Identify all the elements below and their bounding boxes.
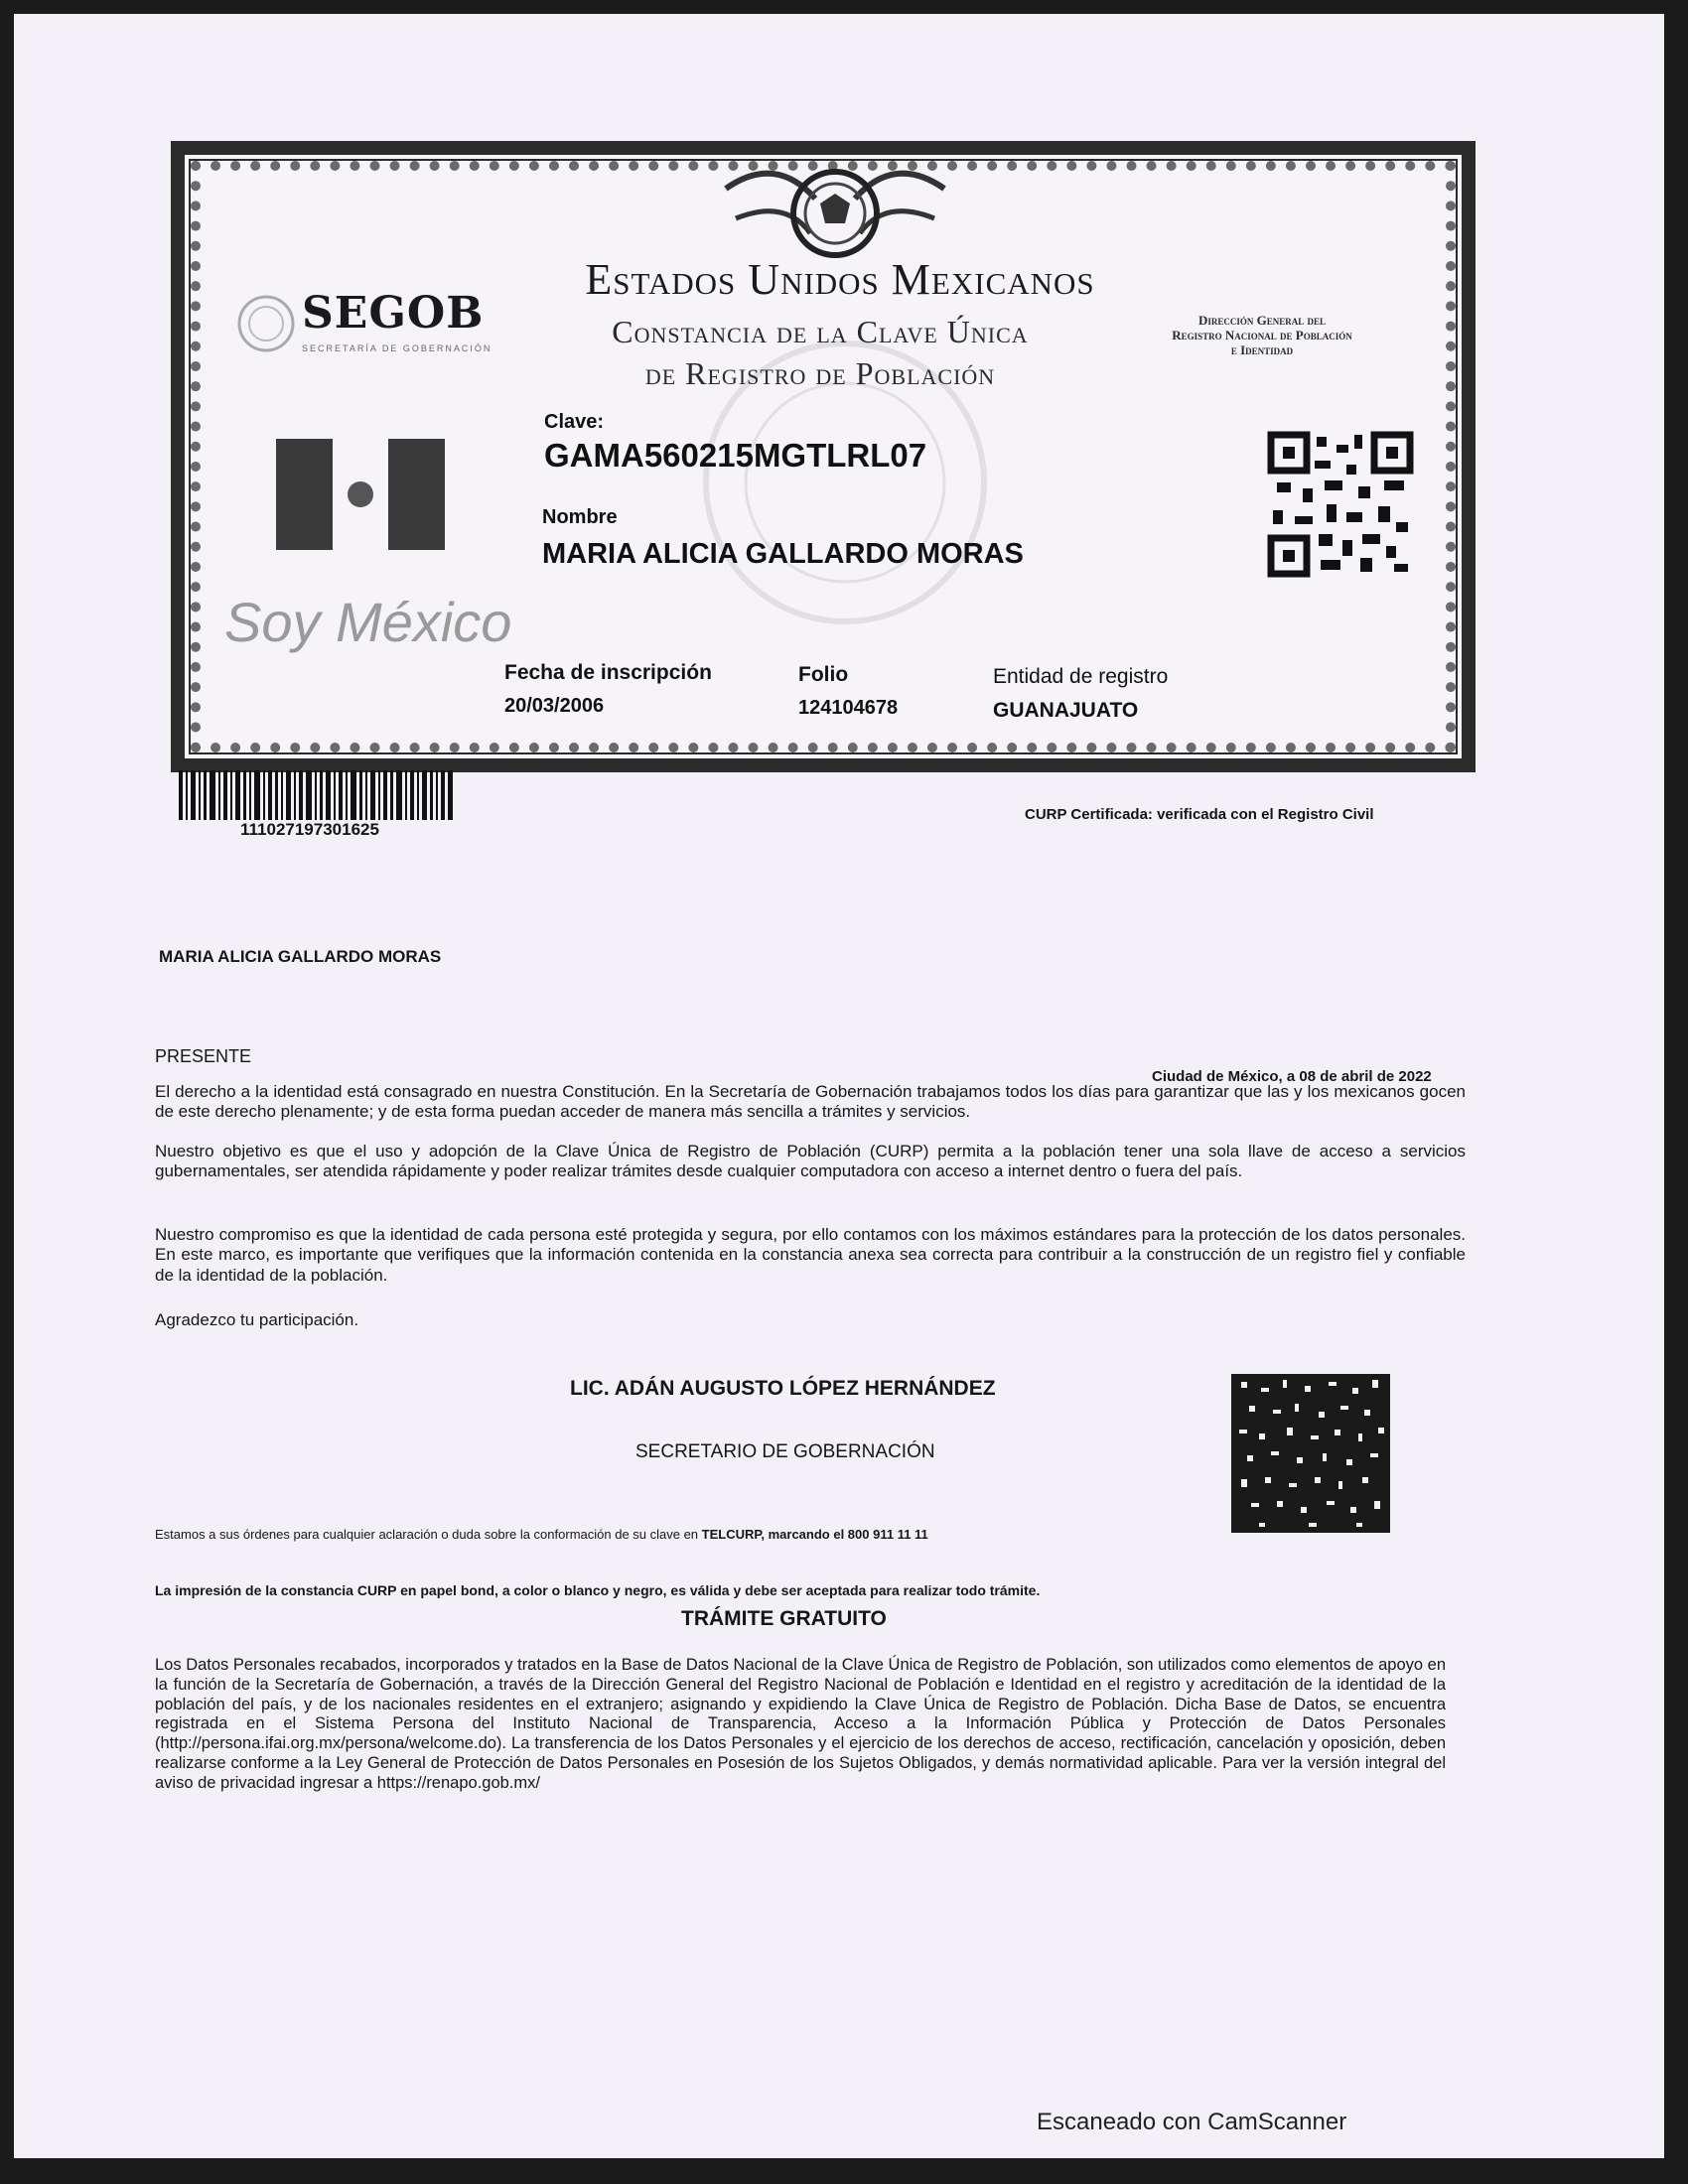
curp-certificate	[171, 141, 1476, 772]
document-subtitle	[522, 312, 1118, 394]
subtitle-line-1: Constancia de la Clave Única	[612, 314, 1029, 349]
agency-line-2: Registro Nacional de Población	[1172, 327, 1352, 342]
contact-line	[155, 1527, 928, 1543]
letter-recipient: MARIA ALICIA GALLARDO MORAS	[159, 947, 442, 966]
letter-paragraph-2: Nuestro objetivo es que el uso y adopción de la Clave Única de Registro de Población (CURP) permita a la población tener una sola llave de acceso a servicios gubernamentales, ser atendida rápidamente y poder realizar trámites desde cualquier computadora con acceso a internet dentro o fuera del país.	[155, 1142, 1466, 1181]
letter-place-date: Ciudad de México, a 08 de abril de 2022	[1152, 1068, 1432, 1085]
nombre-label: Nombre	[542, 506, 618, 528]
validity-note: La impresión de la constancia CURP en papel bond, a color o blanco y negro, es válida y debe ser aceptada para realizar todo trámite.	[155, 1582, 1041, 1598]
contact-text: Estamos a sus órdenes para cualquier aclaración o duda sobre la conformación de su clave en	[155, 1527, 699, 1542]
agency-name	[1128, 314, 1396, 358]
camscanner-footer: Escaneado con CamScanner	[1037, 2109, 1347, 2135]
agency-line-3: e Identidad	[1230, 341, 1294, 357]
letter-presente: PRESENTE	[155, 1046, 252, 1066]
signer-name: LIC. ADÁN AUGUSTO LÓPEZ HERNÁNDEZ	[570, 1377, 996, 1400]
entidad-value: GUANAJUATO	[993, 699, 1139, 722]
folio-value: 124104678	[798, 697, 899, 719]
clave-value: GAMA560215MGTLRL07	[544, 437, 927, 474]
agency-line-1: Dirección General del	[1197, 313, 1327, 328]
signature-qr-code-icon	[1231, 1374, 1390, 1533]
entidad-label: Entidad de registro	[993, 665, 1169, 688]
folio-label: Folio	[798, 663, 849, 686]
free-notice: TRÁMITE GRATUITO	[681, 1607, 887, 1630]
nombre-value: MARIA ALICIA GALLARDO MORAS	[542, 538, 1024, 570]
clave-label: Clave:	[544, 411, 605, 433]
barcode-icon	[179, 770, 453, 820]
fecha-inscripcion-value: 20/03/2006	[504, 695, 605, 717]
segob-logo-text: SEGOB	[302, 288, 485, 339]
scanned-page	[14, 14, 1664, 2158]
barcode-number: 111027197301625	[240, 820, 379, 839]
signer-title: SECRETARIO DE GOBERNACIÓN	[635, 1441, 935, 1462]
letter-paragraph-3: Nuestro compromiso es que la identidad de cada persona esté protegida y segura, por ello contamos con los máximos estándares para la protección de los datos personales. En este marco, es importante que verifiques que la información contenida en la constancia anexa sea correcta para contribuir a la construcción de un registro fiel y confiable de la identidad de la población.	[155, 1225, 1466, 1285]
contact-telcurp: TELCURP, marcando el 800 911 11 11	[701, 1527, 928, 1542]
subtitle-line-2: de Registro de Población	[644, 354, 996, 391]
segob-logo-subtext: SECRETARÍA DE GOBERNACIÓN	[302, 343, 492, 353]
mexican-flag-icon	[276, 439, 445, 550]
document-title: Estados Unidos Mexicanos	[585, 255, 1095, 304]
national-emblem-icon	[716, 159, 954, 268]
privacy-notice: Los Datos Personales recabados, incorporados y tratados en la Base de Datos Nacional de la Clave Única de Registro de Población, son utilizados como elementos de apoyo en la función de la Secretaría de Gobernación, a través de la Dirección General del Registro Nacional de Población e Identidad en el registro y acreditación de la identidad de la población del país, y de los nacionales residentes en el extranjero; asignando y expidiendo la Clave Única de Registro de Población. Dicha Base de Datos, se encuentra registrada en el Sistema Persona del Instituto Nacional de Transparencia, Acceso a la Información Pública y Protección de Datos Personales (http://persona.ifai.org.mx/persona/welcome.do). La transferencia de los Datos Personales y el ejercicio de los derechos de acceso, rectificación, cancelación y oposición, deben realizarse conforme a la Ley General de Protección de Datos Personales en Posesión de los Sujetos Obligados, y demás normatividad aplicable. Para ver la versión integral del aviso de privacidad ingresar a https://renapo.gob.mx/	[155, 1656, 1446, 1792]
segob-seal-icon	[236, 294, 296, 353]
letter-paragraph-1: El derecho a la identidad está consagrado en nuestra Constitución. En la Secretaría de Gobernación trabajamos todos los días para garantizar que las y los mexicanos gocen de este derecho plenamente; y de esta forma puedan acceder de manera más sencilla a trámites y servicios.	[155, 1082, 1466, 1122]
curp-certified-note: CURP Certificada: verificada con el Registro Civil	[1025, 806, 1374, 823]
soy-mexico-slogan: Soy México	[224, 591, 512, 653]
certificate-qr-code-icon	[1267, 431, 1414, 578]
fecha-inscripcion-label: Fecha de inscripción	[504, 661, 712, 684]
letter-thanks: Agradezco tu participación.	[155, 1310, 359, 1329]
